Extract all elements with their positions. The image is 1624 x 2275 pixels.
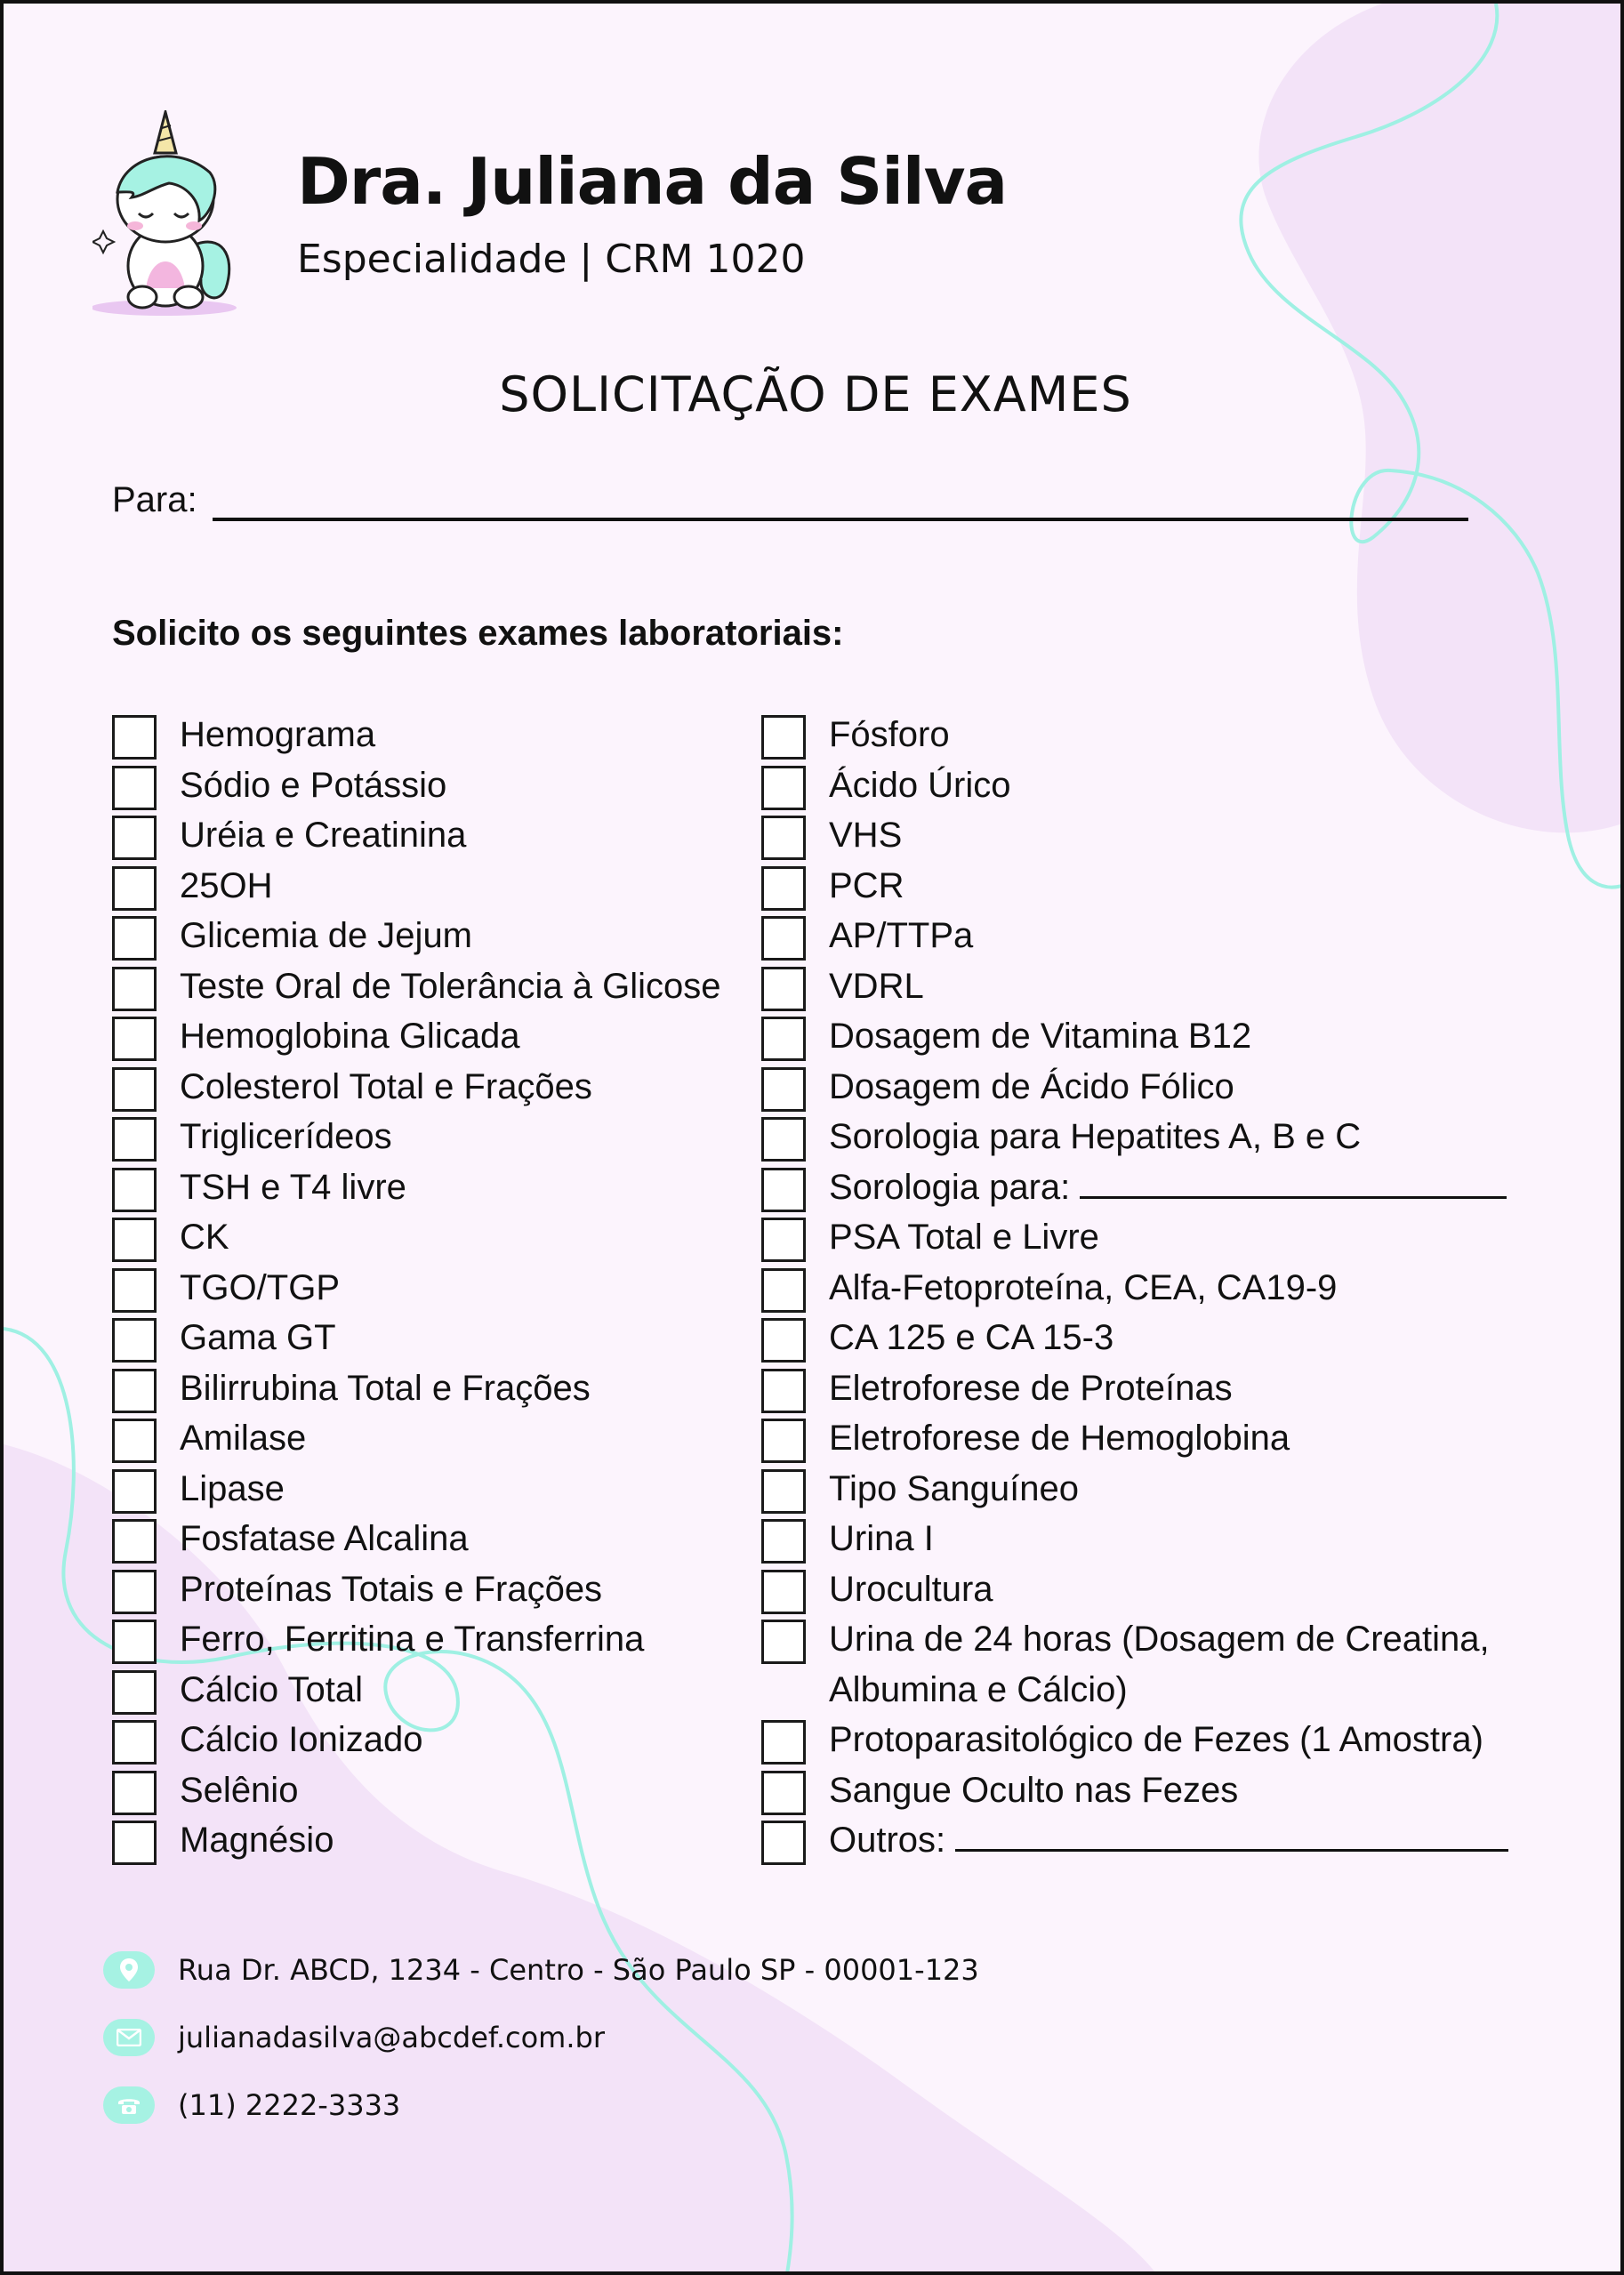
exam-label: TGO/TGP [180, 1267, 340, 1307]
exam-checkbox[interactable] [112, 866, 157, 911]
exam-checkbox[interactable] [112, 1268, 157, 1313]
exam-label: AP/TTPa [829, 916, 974, 955]
exam-label-with-fill [829, 1162, 1507, 1213]
exam-item [112, 1166, 720, 1217]
exam-item [761, 713, 1523, 764]
exam-item [112, 1618, 720, 1668]
address-text: Rua Dr. ABCD, 1234 - Centro - São Paulo SP - 00001-123 [178, 1953, 979, 1987]
exam-label: VHS [829, 816, 903, 855]
exam-label-with-fill [829, 1815, 1508, 1866]
exam-label: Urina de 24 horas (Dosagem de Creatina, Albumina e Cálcio) [829, 1620, 1490, 1709]
exam-item [112, 965, 720, 1016]
exam-checkbox[interactable] [112, 1519, 157, 1564]
exam-checkbox[interactable] [761, 1318, 806, 1363]
exam-checkbox[interactable] [112, 715, 157, 760]
location-pin-icon [103, 1951, 155, 1989]
exam-label: Magnésio [180, 1821, 334, 1860]
exam-label: Alfa-Fetoproteína, CEA, CA19-9 [829, 1267, 1338, 1307]
exam-label: TSH e T4 livre [180, 1167, 406, 1207]
exam-label: Triglicerídeos [180, 1117, 392, 1156]
recipient-label: Para: [112, 480, 197, 519]
exam-label: Cálcio Ionizado [180, 1720, 423, 1759]
exam-checkbox[interactable] [761, 1017, 806, 1061]
exam-item [761, 864, 1523, 915]
exam-item [112, 713, 720, 764]
doctor-name: Dra. Juliana da Silva [297, 144, 1008, 219]
exam-checkbox[interactable] [112, 1771, 157, 1815]
exam-item [761, 1769, 1523, 1820]
exam-item [761, 1065, 1523, 1116]
exam-label: Cálcio Total [180, 1669, 364, 1709]
exam-checkbox[interactable] [112, 816, 157, 860]
exam-label: Eletroforese de Hemoglobina [829, 1419, 1290, 1458]
exam-label: 25OH [180, 865, 273, 905]
exam-label: Sangue Oculto nas Fezes [829, 1770, 1239, 1810]
doctor-specialty: Especialidade | CRM 1020 [297, 237, 806, 282]
exam-checkbox[interactable] [761, 1771, 806, 1815]
exam-item [112, 1819, 720, 1869]
exam-checkbox[interactable] [761, 967, 806, 1011]
exam-label: Gama GT [180, 1318, 336, 1357]
exam-label: Fosfatase Alcalina [180, 1519, 469, 1558]
exam-checkbox[interactable] [112, 1017, 157, 1061]
exam-label: Selênio [180, 1770, 299, 1810]
exam-item [112, 1367, 720, 1418]
exam-checkbox[interactable] [761, 1067, 806, 1112]
exam-checkbox[interactable] [112, 1821, 157, 1865]
exam-checkbox[interactable] [112, 1318, 157, 1363]
exam-item [112, 1517, 720, 1568]
exam-checkbox[interactable] [761, 1117, 806, 1162]
exam-checkbox[interactable] [761, 1620, 806, 1664]
exam-item [112, 1115, 720, 1166]
exam-item [761, 1015, 1523, 1065]
email-text[interactable]: julianadasilva@abcdef.com.br [178, 2021, 605, 2054]
exam-checkbox[interactable] [112, 1218, 157, 1262]
exam-label: Outros: [829, 1821, 946, 1860]
exam-label: Dosagem de Ácido Fólico [829, 1066, 1234, 1106]
exam-label: Hemoglobina Glicada [180, 1017, 520, 1056]
exam-item [112, 1266, 720, 1317]
exam-label: Teste Oral de Tolerância à Glicose [180, 966, 721, 1006]
exam-checkbox[interactable] [761, 1168, 806, 1212]
exam-item [761, 1367, 1523, 1418]
phone-text[interactable]: (11) 2222-3333 [178, 2088, 401, 2122]
exam-checkbox[interactable] [112, 1067, 157, 1112]
exam-label: Tipo Sanguíneo [829, 1468, 1079, 1508]
exam-item [112, 1467, 720, 1518]
exam-item [761, 1417, 1523, 1467]
exam-label: Amilase [180, 1419, 307, 1458]
exam-item [112, 1718, 720, 1769]
exam-label: Lipase [180, 1468, 285, 1508]
exam-label: Urina I [829, 1519, 934, 1558]
exam-checkbox[interactable] [112, 1670, 157, 1715]
exam-item [761, 1618, 1523, 1718]
unicorn-icon [92, 110, 244, 324]
exam-label: Protoparasitológico de Fezes (1 Amostra) [829, 1720, 1483, 1759]
exam-checkbox[interactable] [761, 1419, 806, 1463]
exam-item [761, 764, 1523, 815]
contact-address [103, 1951, 979, 1989]
exam-item [112, 1216, 720, 1266]
exam-label: Urocultura [829, 1569, 993, 1609]
exam-label: Sorologia para Hepatites A, B e C [829, 1117, 1362, 1156]
exam-label: PSA Total e Livre [829, 1218, 1099, 1257]
exam-checkbox[interactable] [112, 1117, 157, 1162]
exam-label: PCR [829, 865, 904, 905]
exam-item [761, 1316, 1523, 1367]
exam-checkbox[interactable] [112, 766, 157, 810]
exam-checkbox[interactable] [761, 1469, 806, 1514]
exam-checkbox[interactable] [761, 1218, 806, 1262]
exam-item [112, 1065, 720, 1116]
contact-phone [103, 2086, 400, 2124]
exam-item [112, 814, 720, 864]
exam-label: Fósforo [829, 715, 950, 754]
exam-checkbox[interactable] [112, 967, 157, 1011]
exam-item [761, 1115, 1523, 1166]
exam-item [112, 1568, 720, 1619]
exam-label: Sorologia para: [829, 1167, 1071, 1207]
exam-item [761, 1819, 1523, 1869]
exam-checkbox[interactable] [761, 816, 806, 860]
exam-checkbox[interactable] [112, 1369, 157, 1413]
exam-label: Bilirrubina Total e Frações [180, 1368, 591, 1408]
exam-item [112, 864, 720, 915]
recipient-fill-line[interactable] [213, 518, 1468, 521]
exam-item [761, 914, 1523, 965]
exam-label: CK [180, 1218, 229, 1257]
exam-checkbox[interactable] [761, 766, 806, 810]
exam-label: Uréia e Creatinina [180, 816, 467, 855]
telephone-icon [103, 2086, 155, 2124]
exam-label: CA 125 e CA 15-3 [829, 1318, 1114, 1357]
exam-checkbox[interactable] [112, 1419, 157, 1463]
exam-label: VDRL [829, 966, 924, 1006]
others-fill-line[interactable] [955, 1849, 1508, 1852]
exam-checkbox[interactable] [761, 1519, 806, 1564]
exam-item [761, 1718, 1523, 1769]
exam-checkbox[interactable] [112, 1570, 157, 1614]
exam-checkbox[interactable] [112, 1620, 157, 1664]
exam-list-right [761, 713, 1523, 1869]
exam-item [761, 965, 1523, 1016]
exam-item [112, 1015, 720, 1065]
exam-item [761, 1568, 1523, 1619]
exam-item [112, 1668, 720, 1719]
exam-checkbox[interactable] [761, 916, 806, 961]
exam-checkbox[interactable] [761, 866, 806, 911]
serology-fill-line[interactable] [1080, 1196, 1507, 1199]
exam-checkbox[interactable] [112, 916, 157, 961]
exam-label: Colesterol Total e Frações [180, 1066, 592, 1106]
exam-list-left [112, 713, 720, 1869]
exam-checkbox[interactable] [761, 715, 806, 760]
exam-item [761, 814, 1523, 864]
exam-checkbox[interactable] [112, 1720, 157, 1765]
exam-checkbox[interactable] [761, 1268, 806, 1313]
exam-item [761, 1517, 1523, 1568]
exam-label: Ferro, Ferritina e Transferrina [180, 1620, 645, 1659]
exam-item [761, 1216, 1523, 1266]
exam-checkbox[interactable] [761, 1570, 806, 1614]
exam-checkbox[interactable] [761, 1369, 806, 1413]
exam-label: Ácido Úrico [829, 765, 1011, 805]
contact-email [103, 2019, 605, 2056]
exam-label: Hemograma [180, 715, 376, 754]
exam-item [112, 1769, 720, 1820]
exam-label: Glicemia de Jejum [180, 916, 473, 955]
exams-intro: Solicito os seguintes exames laboratoriais: [112, 614, 844, 653]
exam-label: Proteínas Totais e Frações [180, 1569, 603, 1609]
exam-item [761, 1166, 1523, 1217]
exam-item [112, 1417, 720, 1467]
exam-label: Dosagem de Vitamina B12 [829, 1017, 1252, 1056]
exam-checkbox[interactable] [112, 1469, 157, 1514]
exam-item [112, 914, 720, 965]
exam-label: Sódio e Potássio [180, 765, 447, 805]
envelope-icon [103, 2019, 155, 2056]
exam-item [761, 1266, 1523, 1317]
form-title: SOLICITAÇÃO DE EXAMES [499, 366, 1132, 422]
exam-checkbox[interactable] [761, 1720, 806, 1765]
exam-label: Eletroforese de Proteínas [829, 1368, 1233, 1408]
exam-item [112, 764, 720, 815]
exam-checkbox[interactable] [761, 1821, 806, 1865]
exam-item [761, 1467, 1523, 1518]
exam-checkbox[interactable] [112, 1168, 157, 1212]
exam-item [112, 1316, 720, 1367]
